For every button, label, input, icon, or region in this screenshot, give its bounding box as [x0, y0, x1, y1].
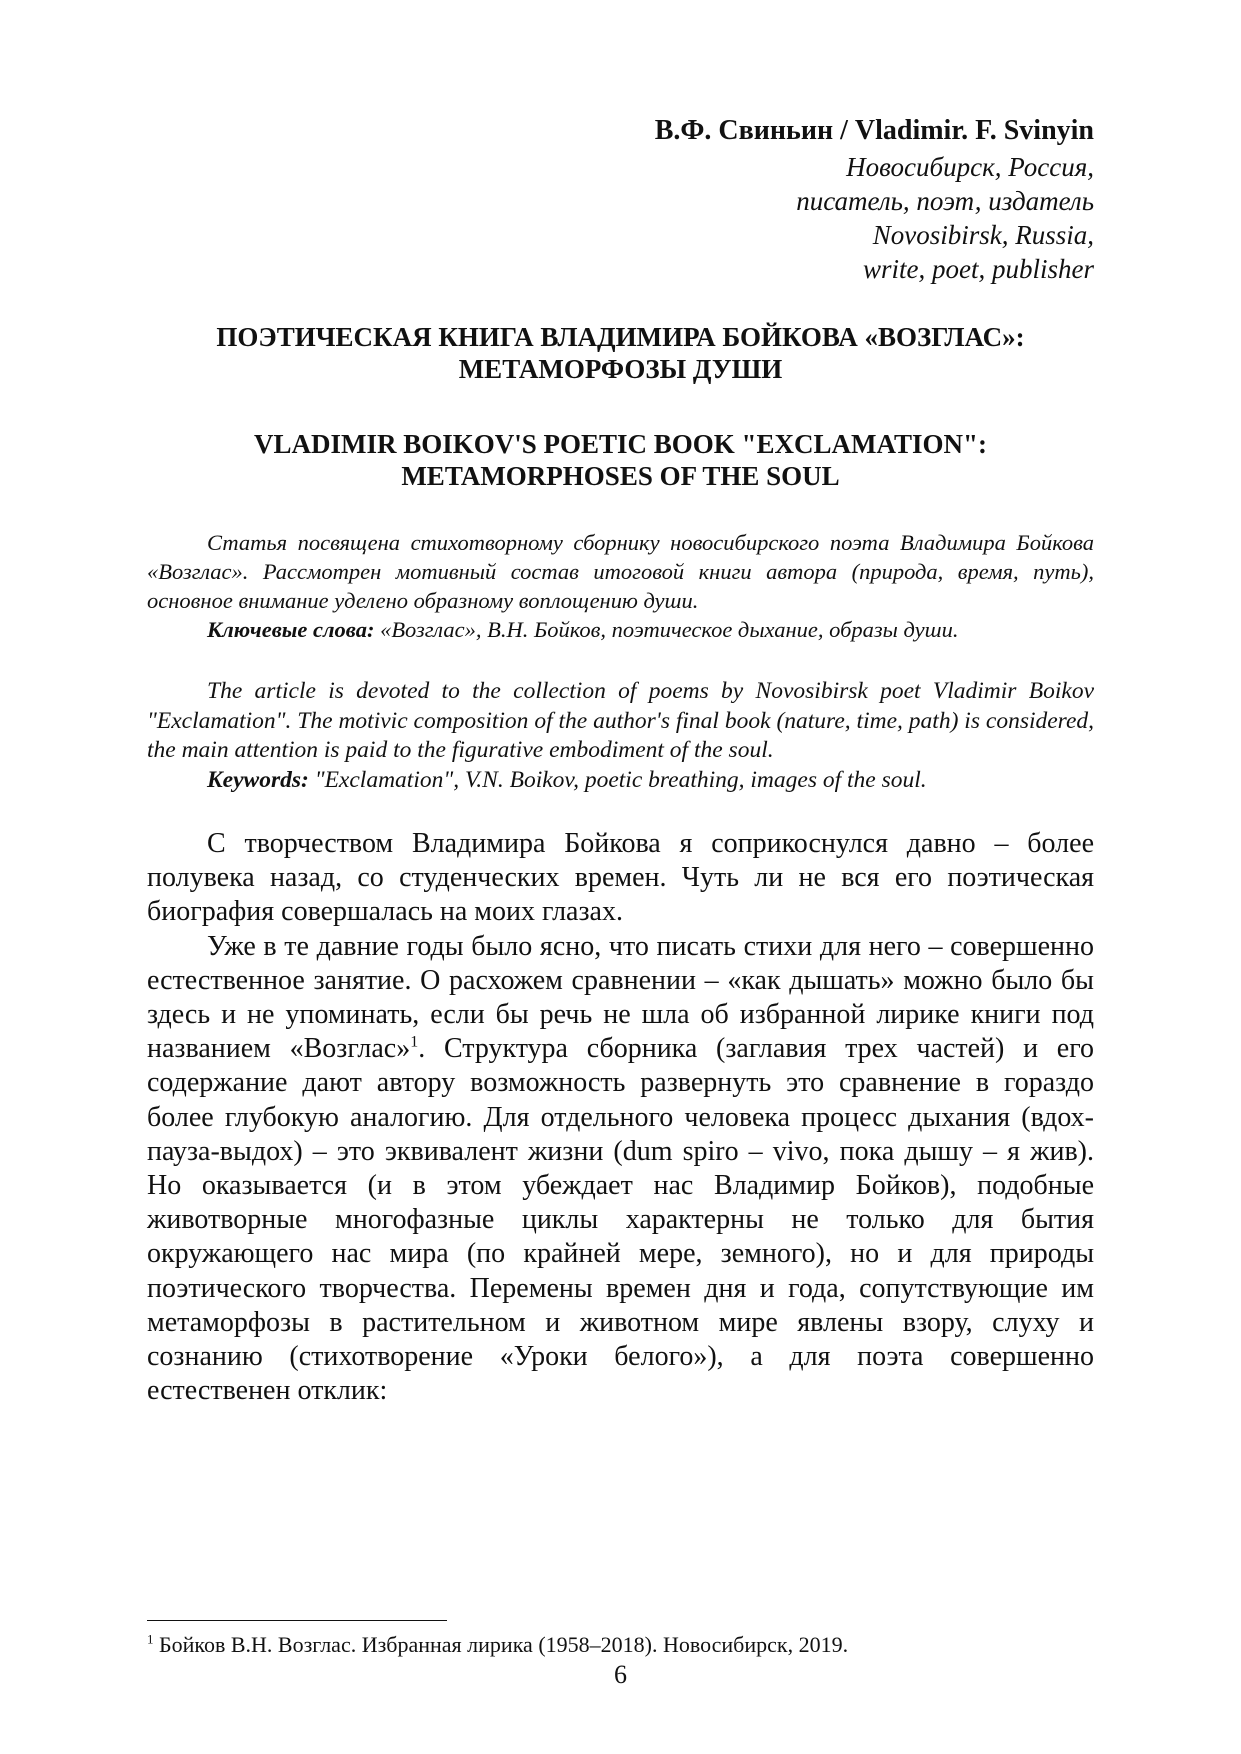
title-ru-line-2: МЕТАМОРФОЗЫ ДУШИ	[458, 354, 783, 384]
keywords-en-label: Keywords:	[207, 766, 309, 793]
author-role-ru: писатель, поэт, издатель	[796, 186, 1094, 216]
abstract-english	[147, 677, 1094, 795]
article-body	[147, 827, 1094, 1408]
footnote-reference: 1	[410, 1033, 419, 1051]
author-block	[655, 114, 1094, 286]
footnote	[147, 1631, 1094, 1659]
author-role-en: write, poet, publisher	[863, 254, 1094, 284]
abstract-ru-text: Статья посвящена стихотворному сборнику новосибирского поэта Владимира Бойкова «Возглас». Рассмотрен мотивный состав итоговой книги автора (природа, время, путь), основное внимание уделено образному воплощению души.	[147, 530, 1094, 613]
author-city-ru: Новосибирск, Россия,	[846, 152, 1094, 182]
footnote-divider	[147, 1620, 447, 1621]
keywords-en-list: "Exclamation", V.N. Boikov, poetic breathing, images of the soul.	[308, 766, 927, 793]
body-paragraph-2-start: Уже в те давние годы было ясно, что писать стихи для него – совершенно естественное занятие. О расхожем сравнении – «как дышать» можно было бы здесь и не упоминать, если бы речь не шла об избранной лирике книги под названием «Возглас»	[147, 930, 1094, 1065]
title-russian	[147, 321, 1094, 385]
body-paragraph-1: С творчеством Владимира Бойкова я соприкоснулся давно – более полувека назад, со студенческих времен. Чуть ли не вся его поэтическая биография совершалась на моих глазах.	[147, 828, 1094, 928]
body-paragraph-2-end: . Структура сборника (заглавия трех частей) и его содержание дают автору возможность развернуть это сравнение в гораздо более глубокую аналогию. Для отдельного человека процесс дыхания (вдох-пауза-выдох) – это эквивалент жизни (dum spiro – vivo, пока дышу – я жив). Но оказывается (и в этом убеждает нас Владимир Бойков), подобные животворные многофазные циклы характерны не только для бытия окружающего нас мира (по крайней мере, земного), но и для природы поэтического творчества. Перемены времен дня и года, сопутствующие им метаморфозы в растительном и животном мире явлены взору, слуху и сознанию (стихотворение «Уроки белого»), а для поэта совершенно естественен отклик:	[147, 1033, 1094, 1407]
author-city-en: Novosibirsk, Russia,	[872, 220, 1094, 250]
keywords-en	[147, 766, 1094, 796]
page-number: 6	[614, 1660, 627, 1689]
body-paragraph-2	[147, 930, 1094, 1409]
keywords-ru-label: Ключевые слова:	[207, 617, 375, 642]
footnote-text: Бойков В.Н. Возглас. Избранная лирика (1958–2018). Новосибирск, 2019.	[153, 1632, 849, 1657]
keywords-ru	[147, 615, 1094, 644]
title-ru-line-1: ПОЭТИЧЕСКАЯ КНИГА ВЛАДИМИРА БОЙКОВА «ВОЗГЛАС»:	[216, 322, 1025, 352]
author-name: В.Ф. Свиньин / Vladimir. F. Svinyin	[654, 115, 1094, 146]
title-en-line-2: METAMORPHOSES OF THE SOUL	[401, 461, 840, 491]
keywords-ru-list: «Возглас», В.Н. Бойков, поэтическое дыхание, образы души.	[374, 617, 959, 642]
abstract-en-text: The article is devoted to the collection of poems by Novosibirsk poet Vladimir Boikov "Exclamation". The motivic composition of the author's final book (nature, time, path) is considered, the main attention is paid to the figurative embodiment of the soul.	[147, 678, 1094, 763]
footnote-marker: 1	[147, 1631, 154, 1647]
title-english	[147, 428, 1094, 492]
title-en-line-1: VLADIMIR BOIKOV'S POETIC BOOK "EXCLAMATION":	[253, 429, 988, 459]
abstract-russian	[147, 528, 1094, 644]
